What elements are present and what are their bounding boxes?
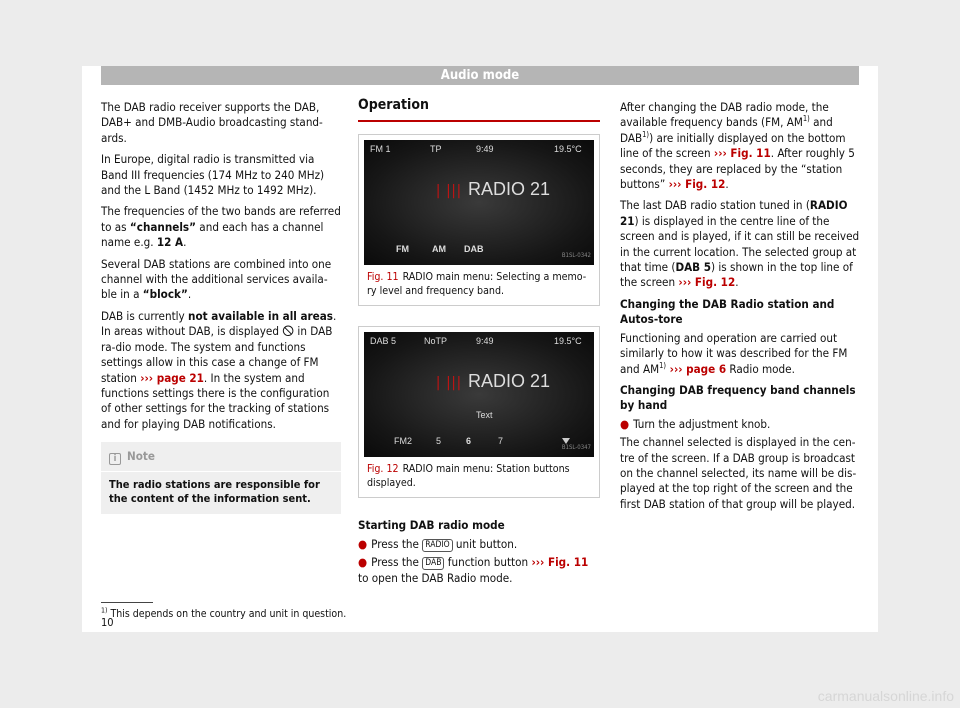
dab-key: DAB [422, 557, 444, 570]
signal-bars-icon: | ||| [436, 375, 462, 392]
subheading: Changing the DAB Radio station and Autos-tore [620, 296, 835, 327]
figure-link[interactable]: ››› Fig. 11 [713, 146, 771, 161]
paragraph: Several DAB stations are combined into one channel with the additional services availa-ble in a “block”. [101, 256, 332, 302]
list-item: ● Press the DAB function button ››› Fig. 11 to open the DAB Radio mode. [358, 555, 589, 585]
note-body: The radio stations are responsible for the content of the information sent. [109, 478, 320, 506]
radio-key: RADIO [422, 539, 452, 552]
paragraph: After changing the DAB radio mode, the available frequency bands (FM, AM$^{1)}$ and DAB$^{1)}$) are initially displayed on the bottom line of the screen ››› Fig. 11. After roughly 5 seconds, they are replaced by the “station buttons” ››› Fig. 12. [620, 100, 855, 192]
screen-button: AM [432, 244, 446, 255]
page-number: 10 [101, 616, 114, 629]
signal-bars-icon: | ||| [436, 183, 462, 200]
screen-label: TP [430, 144, 442, 155]
radio-screen [364, 332, 594, 457]
screen-time: 9:49 [476, 336, 494, 347]
paragraph: The channel selected is displayed in the cen-tre of the screen. If a DAB group is broadcast on the channel selected, its name will be dis-played at the top right of the screen and the first DAB station of that group will be played. [620, 435, 857, 511]
figure-link[interactable]: ››› Fig. 12 [678, 275, 736, 290]
column-left [101, 100, 341, 514]
screen-button: FM [396, 244, 409, 255]
paragraph: The last DAB radio station tuned in (RADIO 21) is displayed in the centre line of the screen and is played, if it can still be received in the current location. The selected group at that time (DAB 5) is shown in the top line of the screen ››› Fig. 12. [620, 198, 860, 290]
note-box [101, 442, 341, 514]
page-header: Audio mode [101, 66, 859, 85]
figure-12 [358, 326, 600, 498]
screen-label: NoTP [424, 336, 448, 347]
paragraph: DAB is currently not available in all areas. In areas without DAB, is displayed 🛇 in DAB ra-dio mode. The system and functions settings allow in this case a change of FM station ››› page 21. In the system and functions settings there is the configuration of other settings for the tracking of stations and for playing DAB notifications. [101, 308, 337, 431]
page-link[interactable]: ››› page 6 [666, 361, 727, 376]
screen-label: FM 1 [370, 144, 391, 155]
paragraph: Functioning and operation are carried out similarly to how it was described for the FM and AM$^{1)}$ ››› page 6 Radio mode. [620, 330, 848, 376]
figure-11 [358, 134, 600, 306]
list-item: ● Turn the adjustment knob. [620, 416, 771, 431]
figure-code: B1SL-0342 [561, 252, 591, 259]
screen-temp: 19.5°C [554, 144, 582, 155]
screen-time: 9:49 [476, 144, 494, 155]
watermark: carmanualsonline.info [817, 688, 954, 704]
column-middle [358, 98, 600, 589]
paragraph: In Europe, digital radio is transmitted via Band III frequencies (174 MHz to 240 MHz) and the L Band (1452 MHz to 1492 MHz). [101, 152, 325, 198]
screen-button: DAB [464, 244, 484, 255]
no-signal-icon: 🛇 [282, 324, 295, 339]
screen-text: Text [476, 410, 493, 421]
info-icon: i [109, 453, 121, 465]
column-right [620, 100, 860, 518]
figure-link[interactable]: ››› Fig. 11 [531, 555, 589, 570]
figure-caption: Fig. 12 RADIO main menu: Station buttons displayed. [367, 463, 570, 489]
screen-button: 6 [466, 436, 472, 447]
screen-button: 5 [436, 436, 442, 447]
page-link[interactable]: ››› page 21 [140, 370, 204, 385]
screen-button: FM2 [394, 436, 412, 447]
screen-temp: 19.5°C [554, 336, 582, 347]
paragraph: The frequencies of the two bands are referred to as “channels” and each has a channel name e.g. 12 A. [101, 204, 341, 250]
radio-screen [364, 140, 594, 265]
list-item: ● Press the RADIO unit button. [358, 536, 518, 551]
footnote: $^{1)}$ This depends on the country and unit in question. [101, 606, 347, 620]
footnote-rule [101, 602, 153, 603]
figure-caption: Fig. 11 RADIO main menu: Selecting a memo-ry level and frequency band. [367, 271, 587, 297]
paragraph: The DAB radio receiver supports the DAB, DAB+ and DMB-Audio broadcasting stand-ards. [101, 100, 323, 145]
note-title: Note [127, 449, 155, 464]
figure-code: B1SL-0347 [561, 444, 591, 451]
subheading: Changing DAB frequency band channels by hand [620, 382, 856, 413]
section-title: Operation [358, 98, 600, 122]
screen-button: 7 [498, 436, 504, 447]
screen-label: DAB 5 [370, 336, 397, 347]
screen-station: RADIO 21 [468, 371, 551, 392]
figure-link[interactable]: ››› Fig. 12 [668, 177, 726, 192]
screen-station: RADIO 21 [468, 179, 551, 200]
subheading: Starting DAB radio mode [358, 518, 505, 533]
